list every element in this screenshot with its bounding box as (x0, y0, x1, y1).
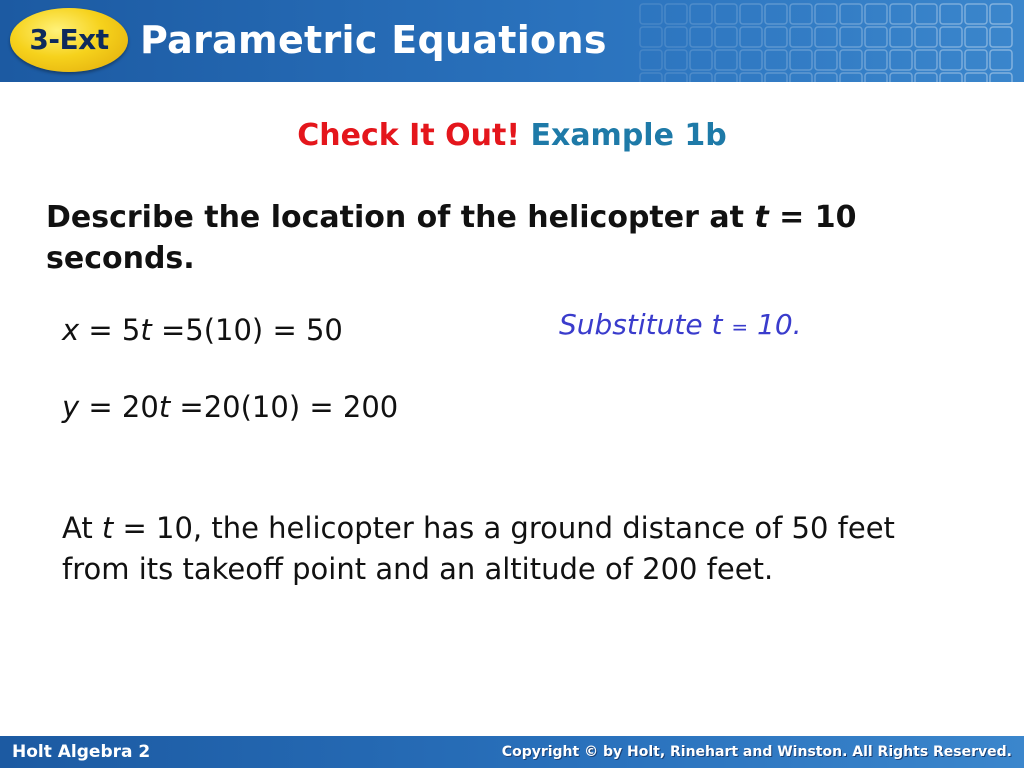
header-grid-cell (990, 50, 1012, 70)
header-grid-cell (915, 50, 937, 70)
answer-pre: At (62, 511, 102, 545)
header-grid-cell (740, 50, 762, 70)
equation-y-coef: = 20 (79, 390, 159, 424)
header-banner (0, 0, 1024, 82)
header-grid-cell (965, 27, 987, 47)
header-grid-cell (690, 4, 712, 24)
answer-text (62, 508, 962, 590)
section-badge (10, 8, 128, 72)
equation-x (62, 313, 343, 347)
header-grid-cell (890, 73, 912, 82)
header-grid-cell (690, 73, 712, 82)
question-post: = 10 seconds. (46, 200, 857, 276)
note-equals: = (731, 315, 749, 339)
header-grid-cell (640, 73, 662, 82)
equation-x-var: x (62, 313, 80, 347)
header-grid-cell (740, 27, 762, 47)
equation-y-var: y (62, 390, 80, 424)
header-grid-cell (765, 73, 787, 82)
question-text (46, 197, 946, 279)
header-grid-cell (840, 50, 862, 70)
header-grid-cell (790, 73, 812, 82)
header-grid-cell (765, 50, 787, 70)
answer-post: = 10, the helicopter has a ground distance of 50 feet from its takeoff point and an altitude of 200 feet. (62, 511, 895, 586)
equation-y-result: =20(10) = 200 (170, 390, 399, 424)
header-grid-cell (990, 27, 1012, 47)
header-grid-cell (890, 4, 912, 24)
header-grid-cell (765, 27, 787, 47)
example-heading (0, 118, 1024, 153)
header-grid-cell (990, 73, 1012, 82)
equation-x-t: t (140, 313, 152, 347)
header-grid-cell (715, 27, 737, 47)
header-grid-cell (740, 73, 762, 82)
header-grid-cell (965, 73, 987, 82)
equation-x-result: =5(10) = 50 (151, 313, 343, 347)
header-grid-cell (665, 73, 687, 82)
answer-variable: t (101, 511, 114, 545)
header-grid-cell (890, 27, 912, 47)
question-pre: Describe the location of the helicopter at (46, 200, 755, 235)
header-grid-cell (965, 4, 987, 24)
header-grid-cell (865, 27, 887, 47)
header-grid-cell (665, 50, 687, 70)
header-grid-cell (815, 27, 837, 47)
header-grid-cell (815, 50, 837, 70)
footer-bar (0, 736, 1024, 768)
header-grid-cell (790, 27, 812, 47)
page-title: Parametric Equations (140, 18, 607, 62)
footer-copyright: Copyright © by Holt, Rinehart and Winston. All Rights Reserved. (501, 744, 1012, 760)
note-post: 10. (748, 308, 802, 341)
question-variable: t (754, 200, 769, 235)
check-it-out-label: Check It Out! (297, 118, 521, 153)
header-grid-cell (915, 73, 937, 82)
header-grid-cell (965, 50, 987, 70)
header-grid-cell (715, 73, 737, 82)
header-grid-cell (865, 73, 887, 82)
header-grid-cell (790, 4, 812, 24)
header-grid-cell (840, 73, 862, 82)
equation-y-t: t (158, 390, 171, 424)
header-grid-cell (690, 50, 712, 70)
header-grid-cell (940, 27, 962, 47)
equation-x-coef: = 5 (79, 313, 141, 347)
note-pre: Substitute t (559, 308, 732, 341)
header-grid-cell (865, 4, 887, 24)
substitution-note (559, 308, 802, 341)
header-grid-cell (690, 27, 712, 47)
header-grid-cell (815, 4, 837, 24)
header-grid-cell (940, 4, 962, 24)
header-grid-cell (890, 50, 912, 70)
header-grid-cell (940, 73, 962, 82)
header-grid-cell (840, 27, 862, 47)
header-grid-cell (665, 27, 687, 47)
footer-book-title: Holt Algebra 2 (12, 742, 151, 762)
header-grid-cell (640, 27, 662, 47)
header-grid-cell (765, 4, 787, 24)
header-grid-cell (815, 73, 837, 82)
header-grid-cell (640, 4, 662, 24)
header-grid-cell (915, 4, 937, 24)
header-grid-cell (990, 4, 1012, 24)
example-label: Example 1b (530, 118, 727, 153)
header-grid-cell (715, 50, 737, 70)
header-grid-cell (840, 4, 862, 24)
header-grid-cell (790, 50, 812, 70)
header-grid-cell (665, 4, 687, 24)
section-badge-label: 3-Ext (29, 23, 109, 56)
header-grid-cell (865, 50, 887, 70)
header-grid-cell (915, 27, 937, 47)
header-grid-cell (740, 4, 762, 24)
header-grid-cell (715, 4, 737, 24)
header-grid-cell (940, 50, 962, 70)
equation-y (62, 390, 398, 424)
header-grid-cell (640, 50, 662, 70)
